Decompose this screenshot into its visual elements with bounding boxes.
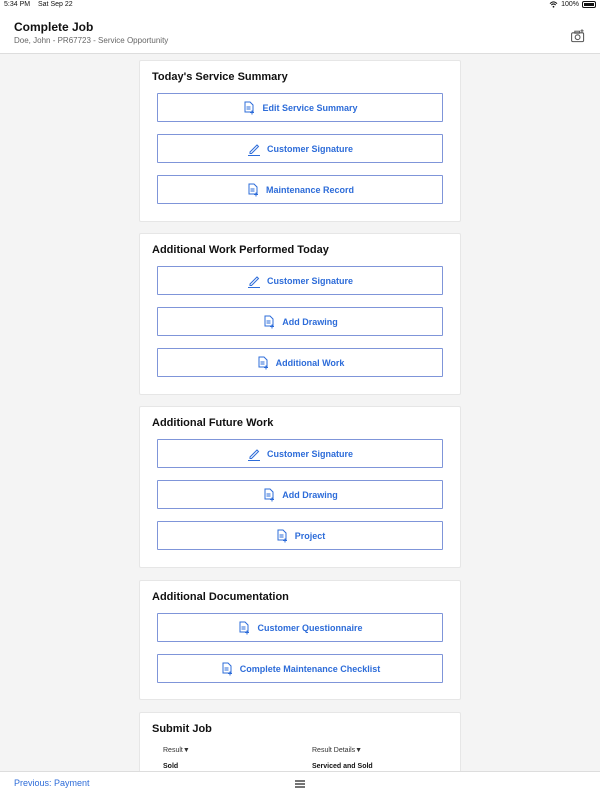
service-summary-card: [139, 60, 461, 222]
add-drawing-label: Add Drawing: [282, 489, 338, 500]
submit-job-card: [139, 712, 461, 771]
documentation-card: [139, 580, 461, 700]
result-value: Sold: [163, 763, 179, 770]
customer-signature-button[interactable]: [157, 134, 443, 163]
submit-job-title: Submit Job: [152, 723, 212, 735]
previous-payment-link[interactable]: Previous: Payment: [14, 778, 90, 788]
footer-bar: [0, 771, 600, 800]
future-work-card: [139, 406, 461, 568]
project-button[interactable]: [157, 521, 443, 550]
document-plus-icon: [242, 101, 256, 115]
edit-service-summary-button[interactable]: [157, 93, 443, 122]
hamburger-menu-icon[interactable]: [294, 778, 306, 790]
customer-signature-button[interactable]: [157, 439, 443, 468]
status-right: [549, 1, 596, 8]
pen-icon: [247, 142, 261, 156]
document-plus-icon: [256, 356, 270, 370]
maintenance-checklist-label: Complete Maintenance Checklist: [239, 663, 381, 674]
document-plus-icon: [220, 662, 234, 676]
edit-service-summary-label: Edit Service Summary: [262, 102, 358, 113]
work-performed-title: Additional Work Performed Today: [152, 244, 329, 256]
maintenance-checklist-button[interactable]: [157, 654, 443, 683]
pen-icon: [247, 447, 261, 461]
status-date: Sat Sep 22: [38, 1, 73, 8]
document-plus-icon: [275, 529, 289, 543]
customer-signature-button[interactable]: [157, 266, 443, 295]
status-time: 5:34 PM: [4, 1, 31, 8]
wifi-icon: [549, 1, 558, 8]
maintenance-record-button[interactable]: [157, 175, 443, 204]
customer-signature-label: Customer Signature: [266, 143, 353, 154]
customer-questionnaire-button[interactable]: [157, 613, 443, 642]
battery-icon: [582, 1, 596, 8]
work-performed-card: [139, 233, 461, 395]
project-label: Project: [294, 530, 326, 541]
service-summary-title: Today's Service Summary: [152, 71, 288, 83]
page-title: Complete Job: [14, 20, 94, 34]
pen-icon: [247, 274, 261, 288]
result-details-value: Serviced and Sold: [312, 763, 373, 770]
document-plus-icon: [262, 488, 276, 502]
customer-signature-label: Customer Signature: [266, 448, 353, 459]
document-plus-icon: [237, 621, 251, 635]
main-content[interactable]: [0, 54, 600, 771]
result-details-dropdown[interactable]: Result Details▼: [312, 747, 363, 754]
result-dropdown[interactable]: Result▼: [163, 747, 190, 754]
add-drawing-button[interactable]: [157, 480, 443, 509]
page-subtitle: Doe, John - PR67723 - Service Opportunity: [14, 36, 169, 45]
document-plus-icon: [262, 315, 276, 329]
additional-work-label: Additional Work: [275, 357, 345, 368]
documentation-title: Additional Documentation: [152, 591, 289, 603]
camera-icon[interactable]: [570, 28, 586, 44]
maintenance-record-label: Maintenance Record: [265, 184, 355, 195]
add-drawing-label: Add Drawing: [282, 316, 338, 327]
customer-signature-label: Customer Signature: [266, 275, 353, 286]
add-drawing-button[interactable]: [157, 307, 443, 336]
additional-work-button[interactable]: [157, 348, 443, 377]
status-bar: [0, 0, 600, 12]
future-work-title: Additional Future Work: [152, 417, 274, 429]
battery-percent: 100%: [561, 1, 579, 8]
customer-questionnaire-label: Customer Questionnaire: [257, 622, 363, 633]
page-header: [0, 12, 600, 54]
document-plus-icon: [246, 183, 260, 197]
